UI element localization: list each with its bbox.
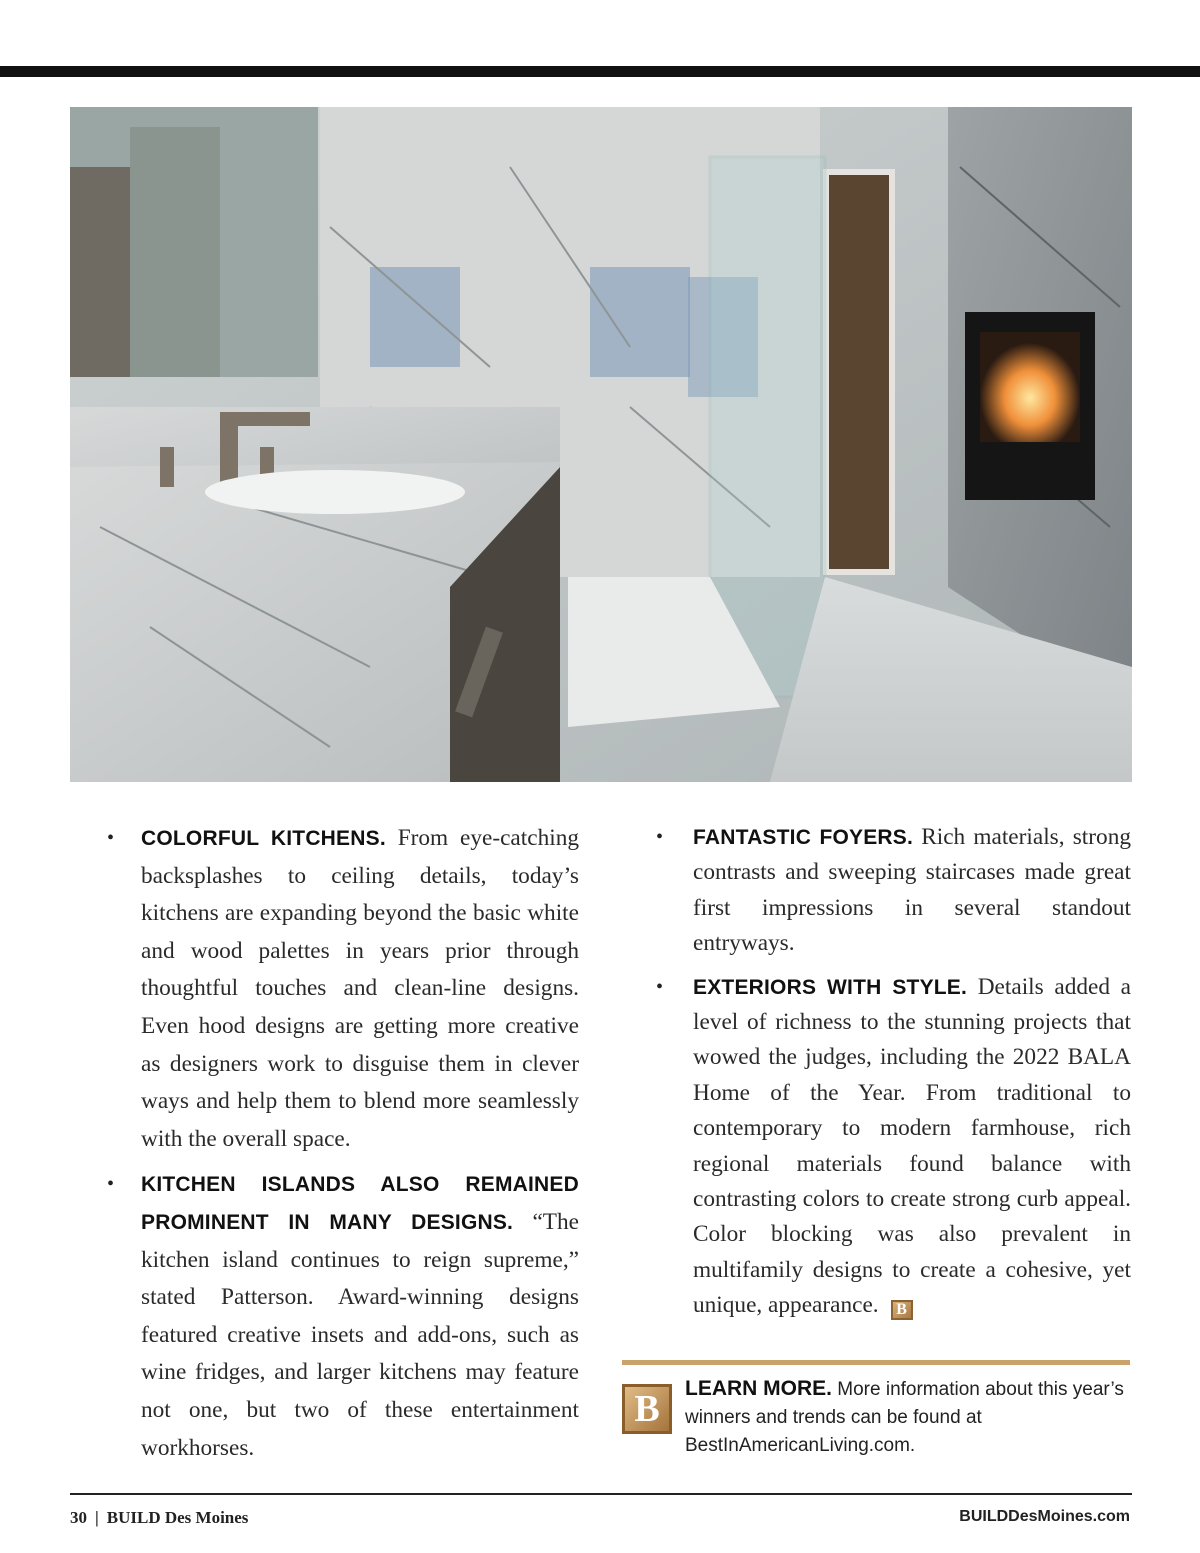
bullet-dot: • [107,827,115,849]
left-column [107,820,579,1475]
bullet-text [141,820,579,1158]
learn-more-body-text: More information about this year’s winners and trends can be found at BestInAmericanLiving.com. [685,1379,1124,1456]
bullet-text [693,820,1131,962]
page-number: 30 [70,1508,87,1527]
bullet-text [693,970,1131,1324]
list-item [656,820,1131,962]
build-logo-icon: B [622,1384,672,1434]
bullet-dot: • [656,975,664,998]
bullet-dot: • [656,826,664,848]
end-mark-icon: B [891,1300,913,1320]
bullet-lead: EXTERIORS WITH STYLE. [693,975,968,999]
bullet-dot: • [107,1173,115,1196]
bullet-text [141,1166,579,1467]
list-item [656,970,1131,1324]
bullet-lead: FANTASTIC FOYERS. [693,826,914,849]
learn-more-body [622,1375,1130,1460]
top-rule [0,66,1200,77]
bullet-lead: COLORFUL KITCHENS. [141,827,386,850]
list-item [107,820,579,1158]
bullet-body: From eye-catching backsplashes to ceiling details, today’s kitchens are expanding beyond the basic white and wood palettes in years prior through thoughtful touches and clean-line designs. Even hood designs are getting more creative as designers work to disguise them in clever ways and help them to blend more seamlessly with the overall space. [141,825,579,1152]
learn-more-text [685,1375,1130,1460]
bathroom-illustration [70,107,1132,782]
bathroom-photo [70,107,1132,782]
right-column [656,820,1131,1332]
footer-website: BUILDDesMoines.com [959,1508,1130,1525]
learn-more-box [622,1360,1130,1460]
bullet-body: “The kitchen island continues to reign supreme,” stated Patterson. Award-winning designs featured creative insets and add-ons, such as wine fridges, and larger kitchens may feature not one, but two of these entertainment workhorses. [141,1208,580,1461]
bullet-body: Details added a level of richness to the stunning projects that wowed the judges, including the 2022 BALA Home of the Year. From traditional to contemporary to modern farmhouse, rich regional materials found balance with contrasting colors to create strong curb appeal. Color blocking was also prevalent in multifamily designs to create a cohesive, yet unique, appearance. [693,973,1131,1319]
footer-left [70,1508,248,1528]
bullet-body: Rich materials, strong contrasts and sweeping staircases made great first impressions in several standout entryways. [693,824,1131,957]
learn-more-lead: LEARN MORE. [685,1377,832,1400]
footer-separator: | [95,1508,99,1527]
footer-rule [70,1493,1132,1495]
learn-more-rule [622,1360,1130,1365]
bullet-lead: KITCHEN ISLANDS ALSO REMAINED PROMINENT IN MANY DESIGNS. [141,1173,579,1234]
list-item [107,1166,579,1467]
publication-name: BUILD Des Moines [106,1508,249,1527]
